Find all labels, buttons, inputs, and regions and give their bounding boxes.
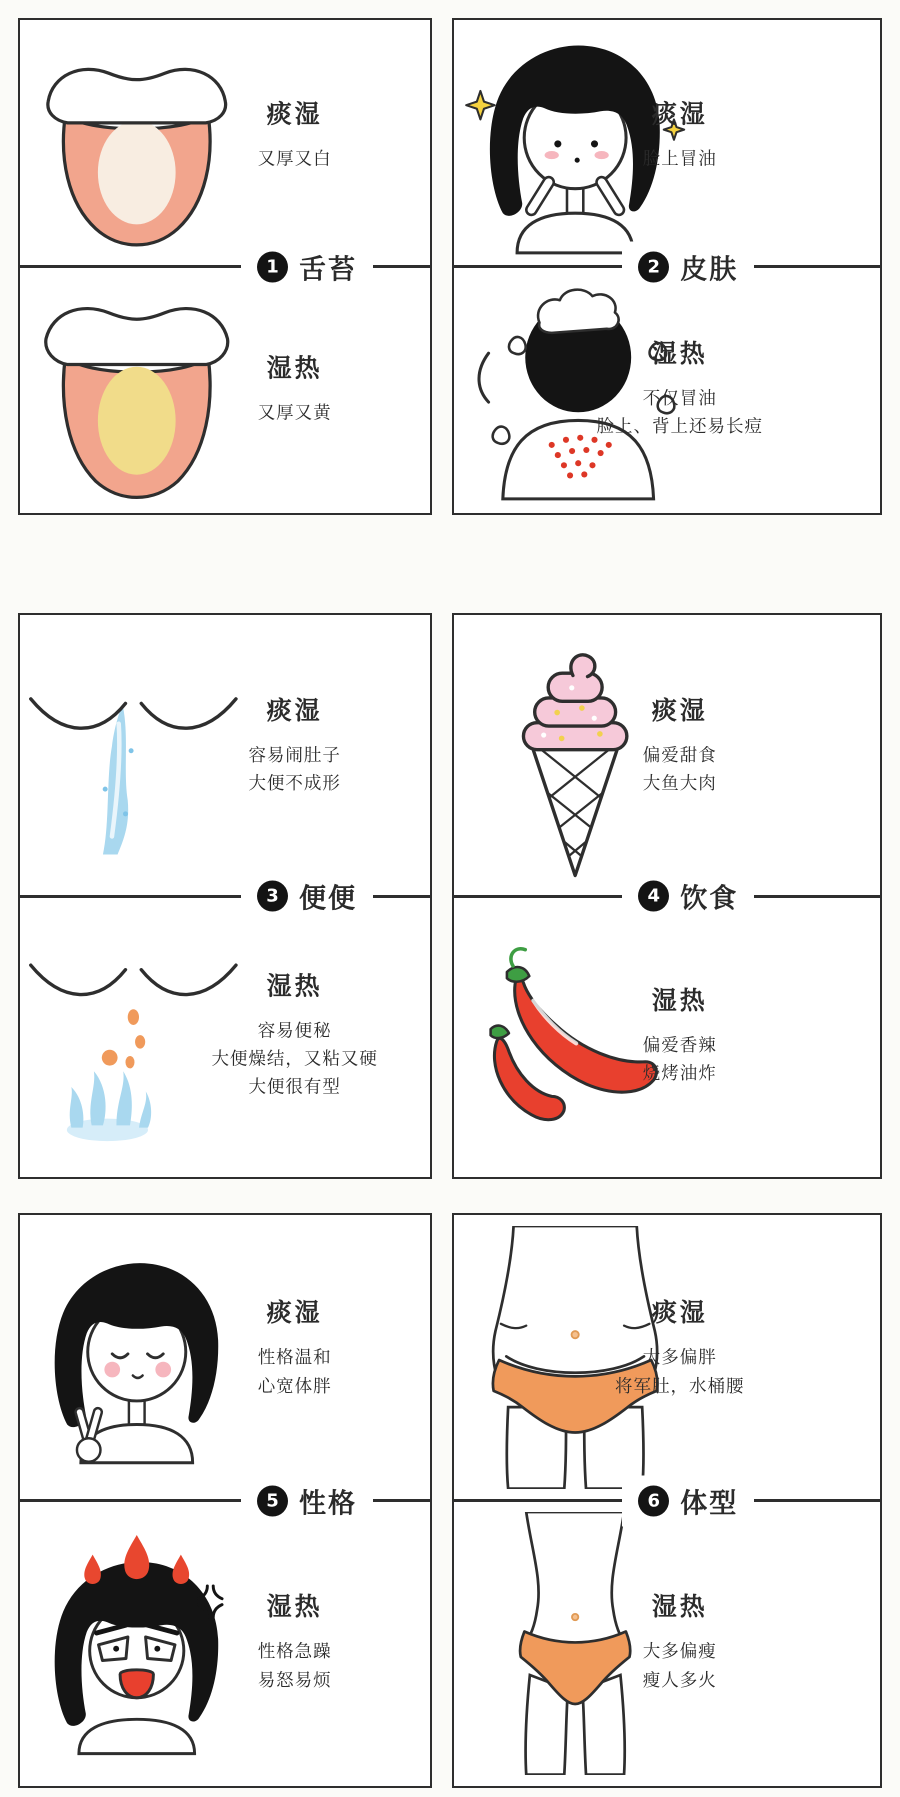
number-badge: 4	[638, 881, 669, 912]
phlegm-damp-section	[454, 20, 880, 267]
type-heading: 痰湿	[266, 1298, 323, 1328]
number-badge: 2	[638, 251, 669, 282]
card-skin	[452, 18, 882, 515]
type-heading: 痰湿	[266, 99, 323, 129]
damp-heat-text	[200, 1587, 389, 1695]
description-line: 烧烤油炸	[642, 1063, 717, 1084]
category-badge	[241, 871, 373, 922]
card-body-shape	[452, 1213, 882, 1788]
type-heading: 湿热	[651, 1592, 708, 1622]
phlegm-damp-section	[20, 20, 430, 267]
damp-heat-text	[200, 966, 389, 1102]
type-heading: 痰湿	[266, 696, 323, 726]
description-line: 性格温和	[257, 1348, 332, 1369]
phlegm-damp-text	[200, 691, 389, 799]
damp-heat-section	[454, 1501, 880, 1787]
description-line: 大多偏瘦	[642, 1642, 717, 1663]
category-label: 体型	[680, 1488, 739, 1519]
description-line: 将军肚，水桶腰	[615, 1376, 745, 1397]
category-label: 性格	[299, 1488, 357, 1519]
category-label: 皮肤	[680, 254, 739, 285]
damp-heat-section	[20, 1501, 430, 1787]
category-label: 饮食	[680, 883, 739, 915]
phlegm-damp-text	[582, 1293, 778, 1401]
damp-heat-text	[582, 981, 778, 1089]
number-badge: 6	[638, 1485, 669, 1516]
description-line: 大多偏胖	[642, 1348, 717, 1369]
description-line: 不仅冒油	[642, 388, 717, 409]
number-badge: 3	[257, 881, 288, 912]
number-badge: 1	[257, 251, 288, 282]
damp-heat-section	[454, 896, 880, 1177]
description-line: 心宽体胖	[257, 1376, 332, 1397]
card-stool	[18, 613, 432, 1179]
description-line: 又厚又白	[257, 149, 332, 170]
number-badge: 5	[257, 1485, 288, 1516]
type-heading: 痰湿	[651, 696, 708, 726]
phlegm-damp-section	[454, 615, 880, 896]
category-badge	[622, 241, 754, 292]
type-heading: 痰湿	[651, 1298, 708, 1328]
card-temperament	[18, 1213, 432, 1788]
description-line: 大便燥结，又粘又硬	[211, 1049, 378, 1070]
type-heading: 湿热	[266, 1592, 323, 1622]
category-label: 舌苔	[299, 254, 357, 285]
description-line: 易怒易烦	[257, 1670, 332, 1691]
category-badge	[241, 1475, 373, 1526]
phlegm-damp-text	[582, 691, 778, 799]
phlegm-damp-text	[582, 95, 778, 174]
damp-heat-section	[20, 267, 430, 514]
description-line: 偏爱甜食	[642, 746, 717, 767]
card-tongue	[18, 18, 432, 515]
damp-heat-section	[454, 267, 880, 514]
damp-heat-text	[582, 334, 778, 442]
type-heading: 湿热	[651, 985, 708, 1015]
description-line: 容易便秘	[257, 1020, 332, 1041]
description-line: 大便不成形	[248, 774, 341, 795]
phlegm-damp-text	[200, 95, 389, 174]
phlegm-damp-section	[20, 1215, 430, 1501]
description-line: 又厚又黄	[257, 403, 332, 424]
phlegm-damp-section	[20, 615, 430, 896]
phlegm-damp-text	[200, 1293, 389, 1401]
type-heading: 痰湿	[651, 99, 708, 129]
description-line: 大便很有型	[248, 1077, 341, 1098]
type-heading: 湿热	[266, 970, 323, 1000]
description-line: 偏爱香辣	[642, 1035, 717, 1056]
damp-heat-text	[582, 1587, 778, 1695]
phlegm-damp-section	[454, 1215, 880, 1501]
description-line: 脸上冒油	[642, 149, 717, 170]
card-diet	[452, 613, 882, 1179]
description-line: 脸上、背上还易长痘	[596, 417, 764, 438]
category-badge	[622, 1475, 754, 1526]
description-line: 容易闹肚子	[248, 746, 341, 767]
damp-heat-section	[20, 896, 430, 1177]
category-label: 便便	[299, 883, 357, 915]
type-heading: 湿热	[651, 338, 708, 368]
description-line: 性格急躁	[257, 1642, 332, 1663]
type-heading: 湿热	[266, 353, 323, 383]
description-line: 瘦人多火	[642, 1670, 717, 1691]
damp-heat-text	[200, 348, 389, 427]
category-badge	[241, 241, 373, 292]
description-line: 大鱼大肉	[642, 774, 717, 795]
category-badge	[622, 871, 754, 922]
